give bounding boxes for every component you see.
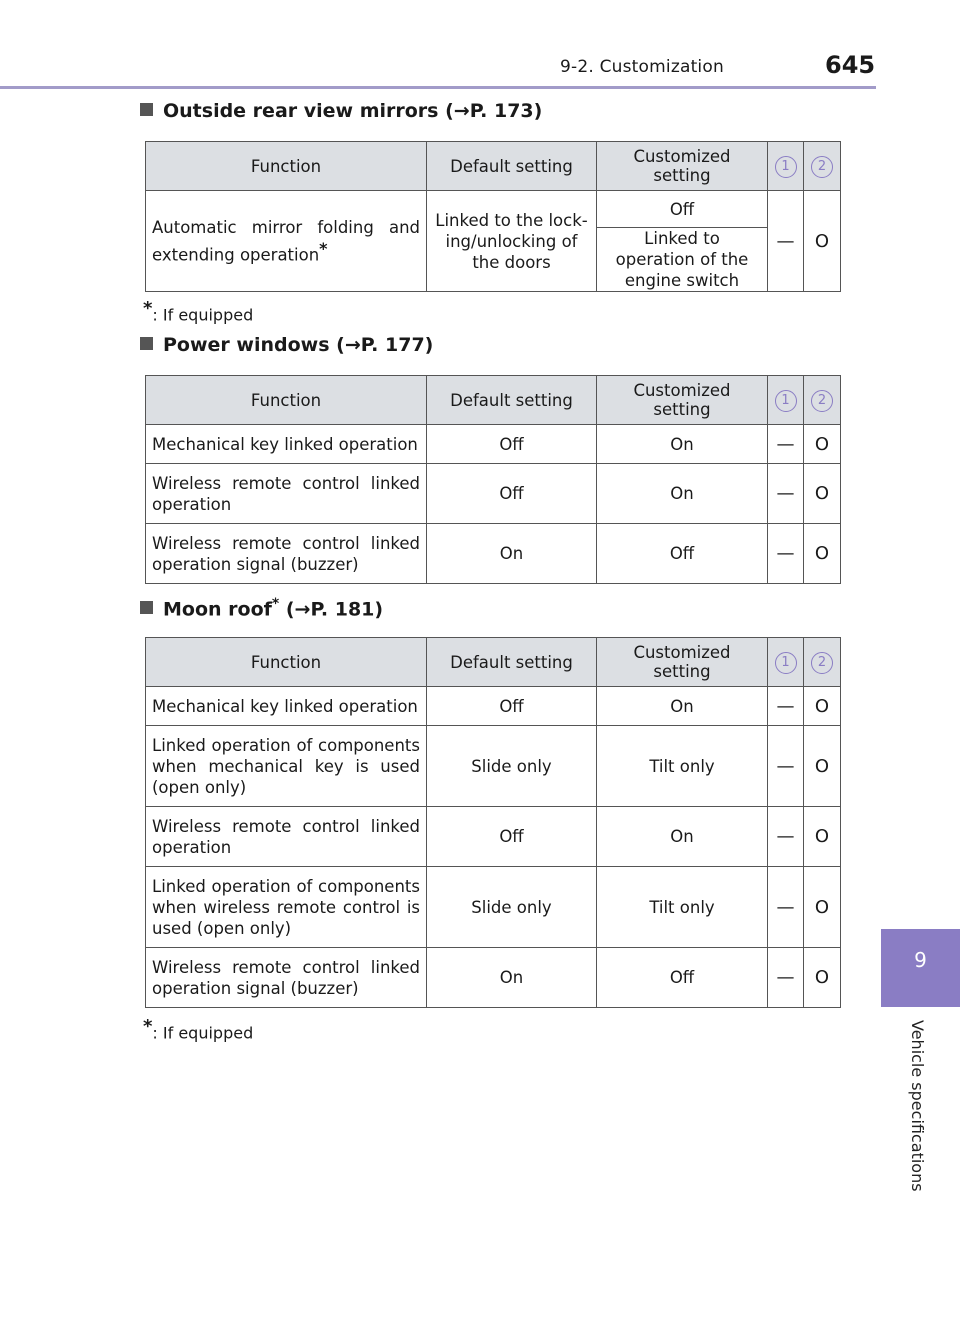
function-cell: Linked operation of components when wireless remote control is used (open only) xyxy=(146,867,427,948)
table-header-row xyxy=(146,376,841,425)
table-row xyxy=(146,948,841,1008)
function-cell: Wireless remote control linked operation signal (buzzer) xyxy=(146,948,427,1008)
mark-cell: O xyxy=(804,191,841,292)
col-default: Default setting xyxy=(427,376,597,425)
mark-cell: O xyxy=(804,687,841,726)
custom-cell: Off xyxy=(597,191,768,228)
custom-cell: Tilt only xyxy=(597,867,768,948)
col-1 xyxy=(768,376,804,425)
square-bullet-icon xyxy=(140,337,153,350)
mark-cell: O xyxy=(804,948,841,1008)
custom-cell: On xyxy=(597,687,768,726)
mark-cell: O xyxy=(804,807,841,867)
table-header-row xyxy=(146,142,841,191)
section-title: 9-2. Customization xyxy=(560,57,724,77)
chapter-label-text: Vehicle specifications xyxy=(908,1020,927,1192)
custom-cell: On xyxy=(597,425,768,464)
mark-cell: O xyxy=(804,425,841,464)
default-cell: Off xyxy=(427,687,597,726)
default-cell: On xyxy=(427,524,597,584)
windows-section-title: Power windows (→P. 177) xyxy=(140,334,433,356)
chapter-number: 9 xyxy=(914,948,927,972)
function-cell: Wireless remote control linked operation xyxy=(146,464,427,524)
mirrors-section-title: Outside rear view mirrors (→P. 173) xyxy=(140,100,542,122)
default-cell: Off xyxy=(427,425,597,464)
col-customized: Customized setting xyxy=(597,638,768,687)
circled-1-icon: 1 xyxy=(775,652,797,674)
table-header-row xyxy=(146,638,841,687)
mark-cell: — xyxy=(768,807,804,867)
circled-2-icon: 2 xyxy=(811,390,833,412)
custom-cell: On xyxy=(597,807,768,867)
col-2 xyxy=(804,142,841,191)
mark-cell: O xyxy=(804,524,841,584)
circled-1-icon: 1 xyxy=(775,156,797,178)
table-row xyxy=(146,867,841,948)
mark-cell: — xyxy=(768,191,804,292)
mirrors-table xyxy=(145,141,841,292)
page-number: 645 xyxy=(825,51,876,79)
mark-cell: — xyxy=(768,687,804,726)
function-cell: Automatic mirror folding and extending operation* xyxy=(146,191,427,292)
col-1 xyxy=(768,142,804,191)
default-cell: Linked to the lock-ing/unlocking of the doors xyxy=(427,191,597,292)
col-default: Default setting xyxy=(427,638,597,687)
moonroof-table xyxy=(145,637,841,1008)
col-2 xyxy=(804,376,841,425)
square-bullet-icon xyxy=(140,601,153,614)
default-cell: Slide only xyxy=(427,867,597,948)
custom-cell: Off xyxy=(597,524,768,584)
col-customized: Customized setting xyxy=(597,142,768,191)
mark-cell: — xyxy=(768,524,804,584)
page-header xyxy=(0,0,960,90)
table-row xyxy=(146,425,841,464)
default-cell: On xyxy=(427,948,597,1008)
default-cell: Off xyxy=(427,464,597,524)
mark-cell: — xyxy=(768,425,804,464)
square-bullet-icon xyxy=(140,103,153,116)
circled-1-icon: 1 xyxy=(775,390,797,412)
table-row xyxy=(146,524,841,584)
table-row xyxy=(146,807,841,867)
custom-cell: On xyxy=(597,464,768,524)
col-function: Function xyxy=(146,142,427,191)
chapter-label xyxy=(905,1020,935,1250)
function-cell: Mechanical key linked operation xyxy=(146,425,427,464)
function-cell: Wireless remote control linked operation signal (buzzer) xyxy=(146,524,427,584)
table-row xyxy=(146,726,841,807)
custom-cell: Linked to operation of the engine switch xyxy=(597,228,768,292)
default-cell: Off xyxy=(427,807,597,867)
mark-cell: O xyxy=(804,726,841,807)
circled-2-icon: 2 xyxy=(811,156,833,178)
custom-cell: Off xyxy=(597,948,768,1008)
mark-cell: — xyxy=(768,867,804,948)
mark-cell: — xyxy=(768,464,804,524)
col-default: Default setting xyxy=(427,142,597,191)
footnote: *: If equipped xyxy=(143,298,254,325)
function-cell: Linked operation of components when mechanical key is used (open only) xyxy=(146,726,427,807)
col-customized: Customized setting xyxy=(597,376,768,425)
function-cell: Wireless remote control linked operation xyxy=(146,807,427,867)
mark-cell: — xyxy=(768,726,804,807)
mark-cell: O xyxy=(804,464,841,524)
mark-cell: O xyxy=(804,867,841,948)
footnote: *: If equipped xyxy=(143,1016,254,1043)
windows-table xyxy=(145,375,841,584)
table-row xyxy=(146,191,841,228)
col-1 xyxy=(768,638,804,687)
custom-cell: Tilt only xyxy=(597,726,768,807)
col-2 xyxy=(804,638,841,687)
header-rule xyxy=(0,86,876,89)
default-cell: Slide only xyxy=(427,726,597,807)
table-row xyxy=(146,464,841,524)
function-cell: Mechanical key linked operation xyxy=(146,687,427,726)
mark-cell: — xyxy=(768,948,804,1008)
col-function: Function xyxy=(146,638,427,687)
table-row xyxy=(146,687,841,726)
moonroof-section-title: Moon roof* (→P. 181) xyxy=(140,596,383,620)
circled-2-icon: 2 xyxy=(811,652,833,674)
col-function: Function xyxy=(146,376,427,425)
